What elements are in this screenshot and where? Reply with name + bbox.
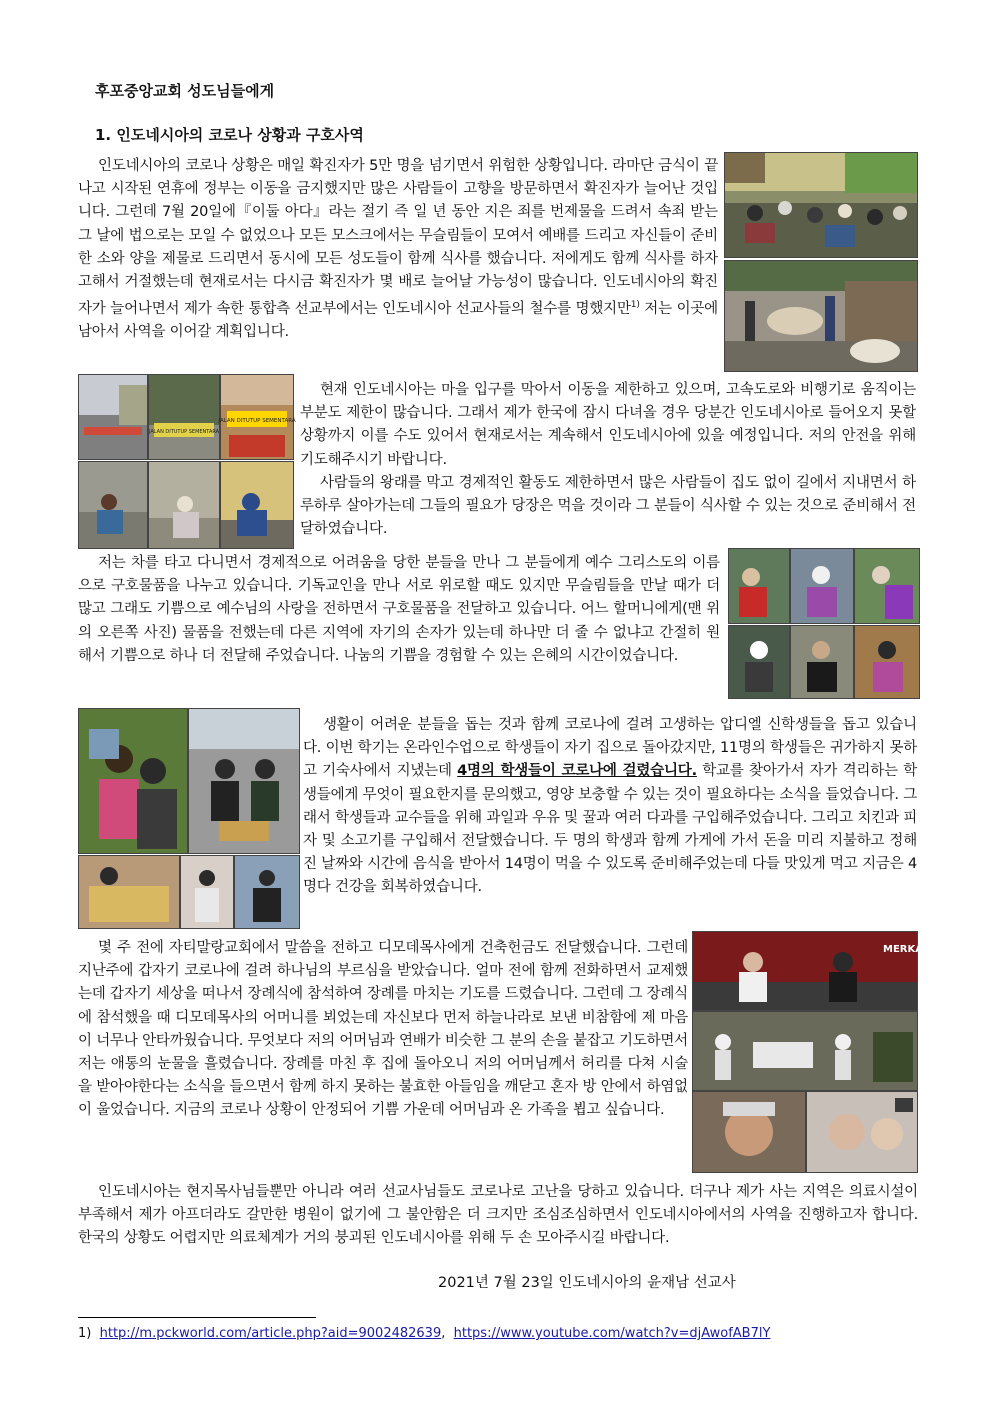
church-donation-photo	[692, 931, 932, 1011]
funeral-photo	[692, 1011, 918, 1091]
paragraph-6	[78, 937, 688, 1123]
paragraph-7	[78, 1181, 918, 1251]
footnote-link-article[interactable]: http://m.pckworld.com/article.php?aid=9002482639	[99, 1326, 442, 1341]
paragraph-4	[78, 552, 720, 668]
paragraph-5-text-a: 생활이 어려운 분들을 돕는 것과 함께 코로나에 걸려 고생하는 압디엘 신학생들을 돕고 있습니다. 이번 학기는 온라인수업으로 학생들이 자기 집으로 돌아갔지만, 11명의 학생들은 귀가하지 못하고 기숙사에서 지냈는데	[303, 717, 917, 780]
cattle-photo	[724, 260, 918, 372]
relief-photo-1	[728, 548, 790, 624]
street-sitting-photo	[220, 461, 294, 549]
paragraph-5-text-b: 학교를 찾아가서 자가 격리하는 학생들에게 무엇이 필요한지를 문의했고, 영양 보충할 수 있는 것이 필요하다는 소식을 들었습니다. 그래서 학생들과 교수들을 위해 과일과 우유 및 꿀과 여러 다과를 구입해주었습니다. 그리고 치킨과 피자 및 소고기를 구입해서 전달했습니다. 두 명의 학생과 함께 가게에 가서 돈을 미리 지불하고 정해진 날짜와 시간에 음식을 받아서 14명이 먹을 수 있도록 준비해주었는데 다들 맛있게 먹고 지금은 4명다 건강을 회복하였습니다.	[303, 763, 918, 896]
street-man-photo	[78, 461, 148, 549]
student-delivery-photo	[234, 855, 300, 929]
footnote-marker: 1)	[78, 1326, 92, 1341]
student-packing-photo	[78, 855, 180, 929]
paragraph-1-end: 저는 이곳에 남아서 사역을 이어갈 계획입니다.	[78, 301, 718, 341]
paragraph-2-text: 현재 인도네시아는 마을 입구를 막아서 이동을 제한하고 있으며, 고속도로와 비행기로 움직이는 부분도 제한이 많습니다. 그래서 제가 한국에 잠시 다녀올 경우 당분간 인도네시아로 들어오지 못할 상황까지 이를 수도 있어서 현재로서는 계속해서 인도네시아에 있을 예정입니다. 저의 안전을 위해 기도해주시기 바랍니다.	[300, 382, 916, 468]
street-woman-photo	[148, 461, 220, 549]
road-sign-photo	[148, 374, 220, 460]
video-call-photo	[806, 1091, 918, 1173]
paragraph-6-text: 몇 주 전에 자티말랑교회에서 말씀을 전하고 디모데목사에게 건축헌금도 전달했습니다. 그런데 지난주에 갑자기 코로나에 걸려 하나님의 부르심을 받았습니다. 얼마 전에 함께 전화하면서 교제했는데 갑자기 세상을 떠나서 장례식에 참석하여 장례를 마치는 기도를 드렸습니다. 그런데 그 장례식에 참석했을 때 디모데목사의 어머니를 뵈었는데 자신보다 먼저 하늘나라로 보낸 비참함에 제 마음이 너무나 안타까웠습니다. 무엇보다 저의 어머님과 연배가 비슷한 그 분의 손을 붙잡고 기도하면서 저는 애통의 눈물을 흘렸습니다. 장례를 마친 후 집에 돌아오니 저의 어머님께서 허리를 다쳐 시술을 받아야한다는 소식을 들으면서 함께 하지 못하는 불효한 아들임을 깨닫고 혼자 방 안에서 하염없이 울었습니다. 지금의 코로나 상황이 안정되어 기쁨 가운데 어머님과 온 가족을 뵙고 싶습니다.	[78, 940, 688, 1119]
relief-photo-4	[728, 625, 790, 699]
greeting: 후포중앙교회 성도님들에게	[95, 82, 275, 100]
paragraph-5-highlight: 4명의 학생들이 코로나에 걸렸습니다.	[457, 763, 697, 780]
student-bag-photo	[180, 855, 234, 929]
footnote-divider	[78, 1317, 316, 1318]
relief-photo-2	[790, 548, 854, 624]
banner-text: MERKAH	[883, 944, 932, 955]
road-sign-text-2: JALAN DITUTUP SEMENTARA	[218, 418, 296, 424]
section-title: 1. 인도네시아의 코로나 상황과 구호사역	[95, 126, 364, 144]
paragraph-7-text: 인도네시아는 현지목사님들뿐만 아니라 여러 선교사님들도 코로나로 고난을 당하고 있습니다. 더구나 제가 사는 지역은 의료시설이 부족해서 제가 아프더라도 갈만한 병원이 없기에 그 불안함은 더 크지만 조심조심하면서 인도네시아에서의 사역을 진행하고자 합니다. 한국의 상황도 어렵지만 의료체계가 거의 붕괴된 인도네시아를 위해 두 손 모아주시길 바랍니다.	[78, 1184, 918, 1247]
paragraph-4-text: 저는 차를 타고 다니면서 경제적으로 어려움을 당한 분들을 만나 그 분들에게 예수 그리스도의 이름으로 구호물품을 나누고 있습니다. 기독교인을 만나 서로 위로할 때도 있지만 무슬림들을 만날 때가 더 많고 그래도 기쁨으로 예수님의 사랑을 전하면서 구호물품을 전달하고 있습니다. 어느 할머니에게(맨 위의 오른쪽 사진) 물품을 전했는데 다른 지역에 자기의 손자가 있는데 하나만 더 줄 수 없냐고 간절히 원해서 기쁨으로 하나 더 전달해 주었습니다. 나눔의 기쁨을 경험할 수 있는 은혜의 시간이었습니다.	[78, 555, 720, 664]
mosque-gathering-photo	[724, 152, 918, 258]
paragraph-2	[300, 379, 916, 472]
relief-photo-3	[854, 548, 920, 624]
footnote-ref[interactable]: 1)	[630, 300, 640, 311]
paragraph-1	[78, 155, 718, 344]
paragraph-3	[300, 472, 916, 542]
students-food-photo	[188, 708, 300, 854]
footnote-link-youtube[interactable]: https://www.youtube.com/watch?v=djAwofAB7lY	[453, 1326, 771, 1341]
elderly-mother-photo	[692, 1091, 806, 1173]
paragraph-5	[303, 714, 917, 900]
signature: 2021년 7월 23일 인도네시아의 윤재남 선교사	[438, 1275, 736, 1291]
relief-photo-6	[854, 625, 920, 699]
footnote	[78, 1326, 770, 1341]
road-barrier-photo	[78, 374, 148, 460]
barricade-photo	[220, 374, 294, 460]
relief-photo-5	[790, 625, 854, 699]
footnote-separator: ,	[441, 1326, 450, 1341]
paragraph-3-text: 사람들의 왕래를 막고 경제적인 활동도 제한하면서 많은 사람들이 집도 없이 길에서 지내면서 하루하루 살아가는데 그들의 필요가 당장은 먹을 것이라 그 분들이 식사할 수 있는 것으로 준비해서 전달하였습니다.	[300, 475, 916, 538]
students-selfie-photo	[78, 708, 188, 854]
paragraph-1-text: 인도네시아의 코로나 상황은 매일 확진자가 5만 명을 넘기면서 위험한 상황입니다. 라마단 금식이 끝나고 시작된 연휴에 정부는 이동을 금지했지만 많은 사람들이 고향을 방문하면서 확진자가 늘어난 것입니다. 그런데 7월 20일에『이둘 아다』라는 절기 즉 일 년 동안 지은 죄를 번제물을 드려서 속죄 받는 그 날에 법으로는 모일 수 없었으나 모든 모스크에서는 무슬림들이 모여서 예배를 드리고 자신들이 준비한 소와 양을 제물로 드리면서 동시에 모든 성도들이 함께 식사를 했습니다. 저에게도 함께 식사를 하자고해서 거절했는데 현재로서는 다시금 확진자가 몇 배로 늘어날 가능성이 많습니다. 인도네시아의 확진자가 늘어나면서 제가 속한 통합측 선교부에서는 인도네시아 선교사들의 철수를 명했지만	[78, 158, 718, 318]
road-sign-text-1: JALAN DITUTUP SEMENTARA	[148, 429, 220, 435]
